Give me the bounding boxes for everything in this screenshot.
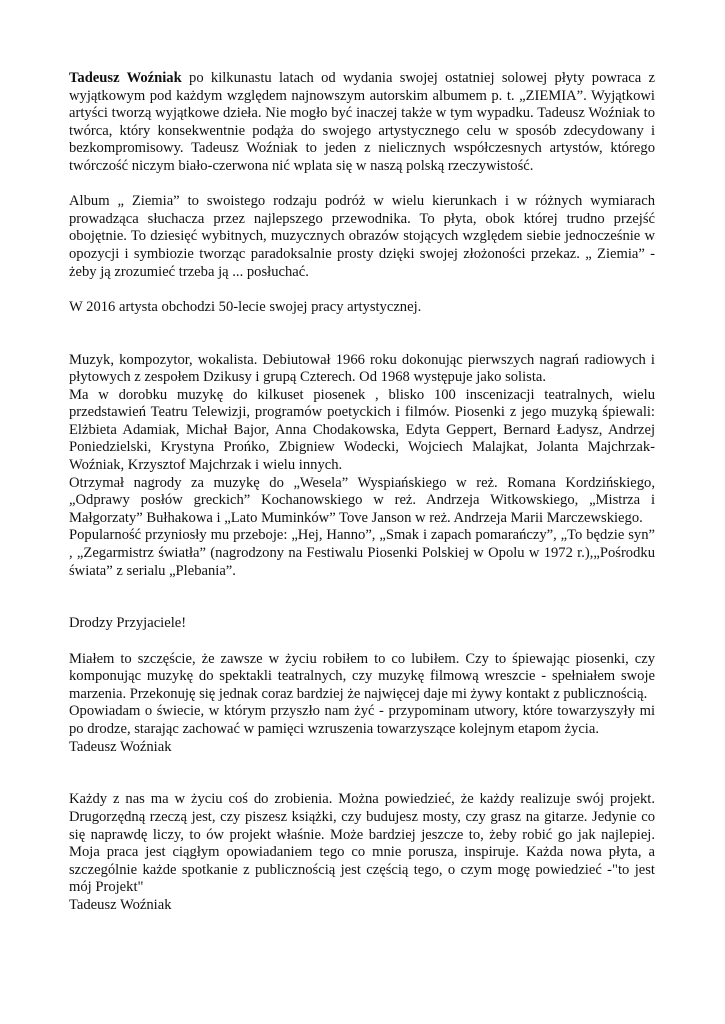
closing-section bbox=[69, 791, 655, 914]
author-name: Tadeusz Woźniak bbox=[69, 70, 182, 86]
greeting: Drodzy Przyjaciele! bbox=[69, 615, 187, 632]
anniversary-paragraph: W 2016 artysta obchodzi 50-lecie swojej pracy artystycznej. bbox=[69, 298, 422, 315]
bio-section bbox=[69, 352, 655, 581]
signature: Tadeusz Woźniak bbox=[69, 738, 172, 755]
letter-section bbox=[69, 651, 655, 757]
album-paragraph: Album „ Ziemia” to swoistego rodzaju podróż w wielu kierunkach i w różnych wymiarach prowadząca słuchacza przez najlepszego przewodnika. To płyta, obok której trudno przejść obojętnie. To dziesięć wybitnych, muzycznych obrazów stojących względem siebie jednocześnie w opozycji i symbiozie tworząc paradoksalnie prosty dzięki swojej złożoności przekaz. „ Ziemia” - żeby ją zrozumieć trzeba ją ... posłuchać. bbox=[69, 193, 655, 280]
bio-awards-paragraph: Otrzymał nagrody za muzykę do „Wesela” Wyspiańskiego w reż. Romana Kordzińskiego, „Odprawy posłów greckich” Kochanowskiego w reż. Andrzeja Witkowskiego, „Mistrza i Małgorzaty” Bułhakowa i „Lato Muminków” Tove Janson w reż. Andrzeja Marii Marczewskiego. bbox=[69, 474, 655, 526]
closing-paragraph: Każdy z nas ma w życiu coś do zrobienia. Można powiedzieć, że każdy realizuje swój projekt. Drugorzędną rzeczą jest, czy piszesz książki, czy budujesz mosty, czy grasz na gitarze. Jedynie co się naprawdę liczy, to ów projekt właśnie. Może bardziej jeszcze to, żeby robić go jak najlepiej. Moja praca jest ciągłym opowiadaniem tego co mnie porusza, inspiruje. Każda nowa płyta, a szczególnie każde spotkanie z publicznością jest częścią tego, o czym mogę powiedzieć -"to jest mój Projekt" bbox=[69, 791, 655, 896]
bio-debut-paragraph: Muzyk, kompozytor, wokalista. Debiutował 1966 roku dokonując pierwszych nagrań radiowych i płytowych z zespołem Dzikusy i grupą Czterech. Od 1968 występuje jako solista. bbox=[69, 351, 655, 386]
bio-works-paragraph: Ma w dorobku muzykę do kilkuset piosenek , blisko 100 inscenizacji teatralnych, wielu przedstawień Teatru Telewizji, programów poetyckich i filmów. Piosenki z jego muzyką śpiewali: Elżbieta Adamiak, Michał Bajor, Anna Chodakowska, Edyta Geppert, Bernard Ładysz, Andrzej Poniedzielski, Krystyna Prońko, Zbigniew Wodecki, Wojciech Malajkat, Jolanta Majchrzak-Woźniak, Krzysztof Majchrzak i wielu innych. bbox=[69, 386, 655, 474]
intro-text: po kilkunastu latach od wydania swojej ostatniej solowej płyty powraca z wyjątkowym pod każdym względem najnowszym autorskim albumem p. t. „ZIEMIA”. Wyjątkowi artyści tworzą wyjątkowe dzieła. Nie mogło być inaczej także w tym wypadku. Tadeusz Woźniak to twórca, który konsekwentnie podąża do swojego artystycznego celu w sposób zdecydowany i bezkompromisowy. Tadeusz Woźniak to jeden z nielicznych współczesnych artystów, którego twórczość niczym biało-czerwona nić wplata się w naszą polską rzeczywistość. bbox=[69, 70, 655, 174]
intro-paragraph bbox=[69, 70, 655, 176]
signature: Tadeusz Woźniak bbox=[69, 896, 172, 913]
bio-hits-paragraph: Popularność przyniosły mu przeboje: „Hej, Hanno”, „Smak i zapach pomarańczy”, „To będzie syn” , „Zegarmistrz światła” (nagrodzony na Festiwalu Piosenki Polskiej w Opolu w 1972 r.),„Pośrodku świata” z serialu „Plebania”. bbox=[69, 527, 655, 579]
letter-paragraph: Opowiadam o świecie, w którym przyszło nam żyć - przypominam utwory, które towarzyszyły mi po drodze, starając zachować w pamięci wzruszenia towarzyszące kolejnym etapom życia. bbox=[69, 703, 655, 737]
letter-paragraph: Miałem to szczęście, że zawsze w życiu robiłem to co lubiłem. Czy to śpiewając piosenki, czy komponując muzykę do spektakli teatralnych, czy muzykę filmową wreszcie - spełniałem swoje marzenia. Przekonuję się jednak coraz bardziej że najwięcej daje mi żywy kontakt z publicznością. bbox=[69, 650, 655, 702]
